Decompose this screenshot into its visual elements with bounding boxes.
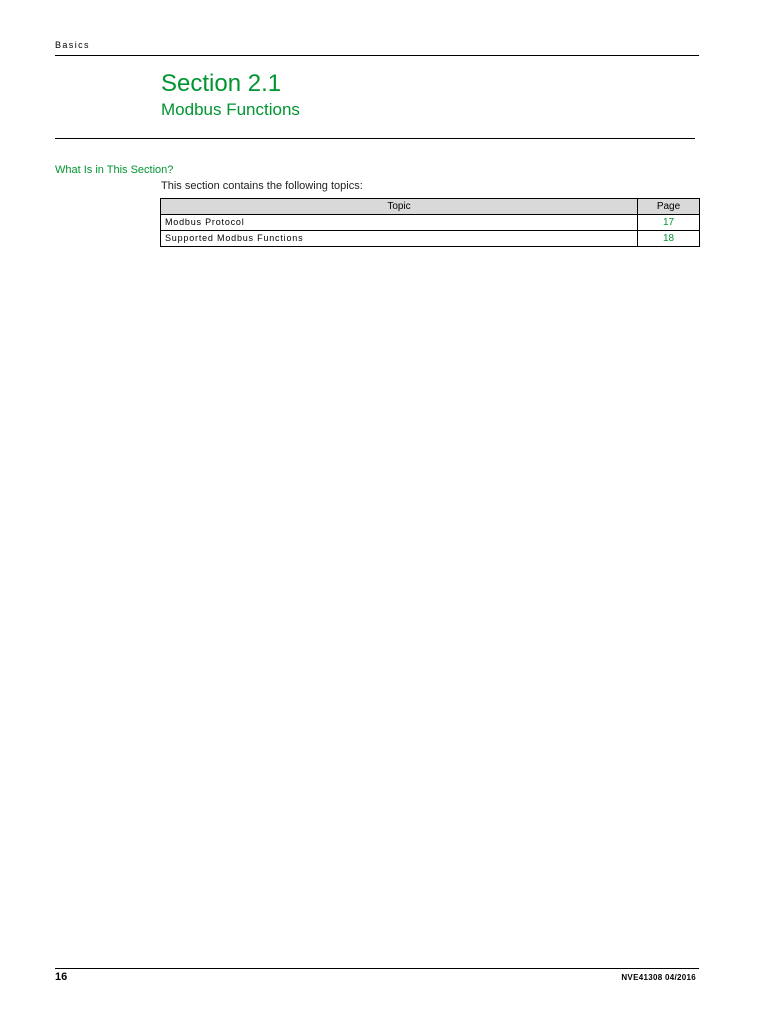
column-header-topic: Topic: [161, 199, 638, 215]
page-link[interactable]: 17: [638, 215, 700, 231]
section-rule: [55, 138, 695, 139]
topic-cell: Modbus Protocol: [161, 215, 638, 231]
topic-cell: Supported Modbus Functions: [161, 231, 638, 247]
what-is-in-heading: What Is in This Section?: [55, 164, 174, 176]
page-number: 16: [55, 971, 68, 983]
running-head: Basics: [55, 40, 90, 50]
column-header-page: Page: [638, 199, 700, 215]
table-header-row: [161, 199, 700, 215]
intro-text: This section contains the following topics:: [161, 180, 363, 192]
table-row: [161, 231, 700, 247]
section-title: Modbus Functions: [161, 100, 300, 119]
header-rule: [55, 55, 699, 56]
topics-table: [160, 198, 700, 247]
footer-rule: [55, 968, 699, 969]
table-row: [161, 215, 700, 231]
page-link[interactable]: 18: [638, 231, 700, 247]
section-number: Section 2.1: [161, 70, 282, 97]
document-reference: NVE41308 04/2016: [621, 973, 696, 982]
